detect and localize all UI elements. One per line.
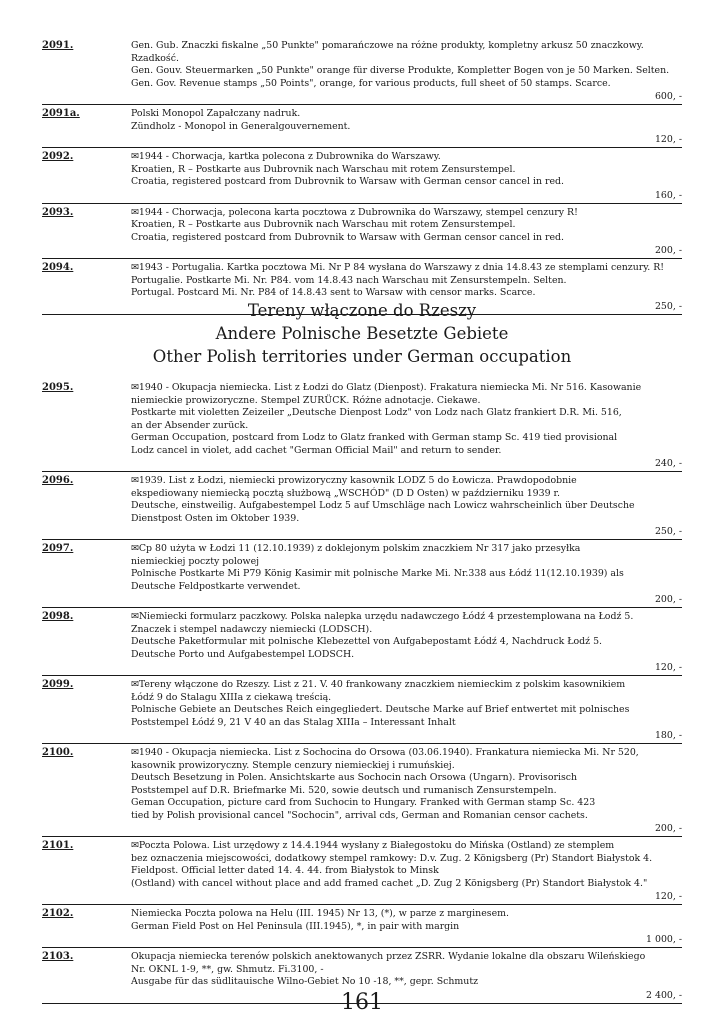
lot-number: 2092.	[42, 151, 74, 162]
lot-description	[131, 679, 631, 729]
description-line: niemieckie prowizoryczne. Stempel ZURÜCK. Różne adnotacje. Ciekawe.	[131, 394, 481, 406]
lot-description	[131, 908, 631, 933]
lot-price: 240, -	[654, 458, 682, 469]
description-line: Portugal. Postcard Mi. Nr. P84 of 14.8.43 sent to Warsaw with censor marks. Scarce.	[131, 287, 536, 298]
description-line: Croatia, registered postcard from Dubrovnik to Warsaw with German censor cancel in red.	[131, 176, 564, 187]
lot-number: 2100.	[42, 747, 74, 758]
description-line: (Ostland) with cancel without place and add framed cachet „D. Zug 2 Königsberg (Pr) Standort Białystok 4."	[131, 877, 648, 889]
description-line: kasownik prowizoryczny. Stemple cenzury niemieckiej i rumuńskiej.	[131, 759, 455, 771]
lot-price: 200, -	[654, 594, 682, 605]
description-line: Kroatien, R – Postkarte aus Dubrovnik nach Warschau mit rotem Zensurstempel.	[131, 163, 516, 175]
lot-description	[131, 611, 634, 661]
lot-description	[131, 747, 639, 822]
section-heading-polish: Tereny włączone do Rzeszy	[247, 301, 477, 320]
description-line: Łódź 9 do Stalagu XIIIa z ciekawą treścią.	[131, 691, 332, 703]
description-line: Polnische Gebiete an Deutsches Reich eingegliedert. Deutsche Marke auf Brief entwertet mit polnisches	[131, 704, 630, 715]
lot-description	[131, 40, 670, 90]
description-line: niemieckiej poczty polowej	[131, 555, 260, 567]
description-line: German Occupation, postcard from Lodz to Glatz franked with German stamp Sc. 419 tied provisional	[131, 432, 618, 443]
description-line: Nr. OKNL 1-9, **, gw. Shmutz. Fi.3100, -	[131, 963, 324, 975]
lot-number: 2095.	[42, 382, 74, 393]
lot-number: 2091.	[42, 40, 74, 51]
description-line: Fieldpost. Official letter dated 14. 4. 44. from Białystok to Minsk	[131, 865, 439, 876]
description-line: ✉1944 - Chorwacja, kartka polecona z Dubrownika do Warszawy.	[131, 151, 441, 162]
lot-entry	[0, 151, 724, 207]
description-line: ✉Tereny włączone do Rzeszy. List z 21. V. 40 frankowany znaczkiem niemieckim z polskim kasownikiem	[131, 679, 626, 690]
lot-entry	[0, 747, 724, 840]
description-line: German Field Post on Hel Peninsula (III.1945), *, in pair with margin	[131, 920, 460, 932]
lot-price: 120, -	[654, 662, 682, 673]
lot-price: 200, -	[654, 245, 682, 256]
description-line: Gen. Gov. Revenue stamps „50 Points", orange, for various products, full sheet of 50 stamps. Scarce.	[131, 77, 611, 89]
lot-price: 600, -	[654, 91, 682, 102]
lot-entry	[0, 679, 724, 747]
lot-description	[131, 151, 631, 189]
description-line: Dienstpost Osten im Oktober 1939.	[131, 512, 300, 524]
lot-price: 250, -	[654, 526, 682, 537]
lot-description	[131, 382, 642, 457]
lot-entry	[0, 207, 724, 263]
description-line: Kroatien, R – Postkarte aus Dubrovnik nach Warschau mit rotem Zensurstempel.	[131, 219, 516, 230]
description-line: Poststempel Łódź 9, 21 V 40 an das Stalag XIIIa – Interessant Inhalt	[131, 716, 456, 728]
lot-price: 120, -	[654, 891, 682, 902]
description-line: tied by Polish provisional cancel "Sochocin", arrival cds, German and Romanian censor cachets.	[131, 809, 588, 821]
description-line: Rzadkość.	[131, 52, 179, 64]
lot-price: 120, -	[654, 134, 682, 145]
description-line: Polnische Postkarte Mi P79 König Kasimir mit polnische Marke Mi. Nr.338 aus Łódź 11(12.10.1939) als	[131, 568, 624, 579]
lot-number: 2101.	[42, 840, 74, 851]
lot-entry	[0, 108, 724, 151]
section-heading-german: Andere Polnische Besetzte Gebiete	[215, 324, 509, 343]
description-line: ✉1940 - Okupacja niemiecka. List z Sochocina do Orsowa (03.06.1940). Frankatura niemiecka Mi. Nr 520,	[131, 747, 639, 758]
lot-description	[131, 543, 631, 593]
description-line: Deutsche Feldpostkarte verwendet.	[131, 580, 301, 592]
lot-number: 2098.	[42, 611, 74, 622]
description-line: Deutsche Porto und Aufgabestempel LODSCH.	[131, 648, 355, 660]
description-line: Poststempel auf D.R. Briefmarke Mi. 520, sowie deutsch und rumanisch Zensurstempeln.	[131, 784, 557, 796]
lot-entry	[0, 908, 724, 951]
lot-description	[131, 207, 631, 245]
lot-price: 200, -	[654, 823, 682, 834]
lot-description	[131, 951, 646, 989]
lot-description	[131, 475, 635, 525]
description-line: Zündholz - Monopol in Generalgouvernement.	[131, 120, 351, 132]
lot-number: 2099.	[42, 679, 74, 690]
description-line: Gen. Gub. Znaczki fiskalne „50 Punkte" pomarańczowe na różne produkty, kompletny arkusz 50 znaczkowy.	[131, 40, 644, 51]
lot-entry	[0, 382, 724, 475]
lot-entry	[0, 543, 724, 611]
description-line: ekspediowany niemiecką pocztą służbową „WSCHÓD" (D D Osten) w październiku 1939 r.	[131, 487, 560, 499]
lot-number: 2094.	[42, 262, 74, 273]
description-line: Croatia, registered postcard from Dubrovnik to Warsaw with German censor cancel in red.	[131, 231, 564, 243]
lot-number: 2102.	[42, 908, 74, 919]
lot-description	[131, 108, 631, 133]
lot-price: 1 000, -	[646, 934, 682, 945]
section-heading-english: Other Polish territories under German occupation	[152, 347, 572, 366]
description-line: an der Absender zurück.	[131, 419, 249, 431]
lot-price: 2 400, -	[646, 989, 682, 1001]
description-line: Deutsche Paketformular mit polnische Klebezettel von Aufgabepostamt Łódź 4, Nachdruck Łodź 5.	[131, 636, 603, 647]
description-line: bez oznaczenia miejscowości, dodatkowy stempel ramkowy: D.v. Zug. 2 Königsberg (Pr) Standort Białystok 4.	[131, 852, 653, 864]
lot-number: 2096.	[42, 475, 74, 486]
lot-list-top	[0, 40, 724, 318]
lot-entry	[0, 840, 724, 908]
description-line: Deutsche, einstweilig. Aufgabestempel Lodz 5 auf Umschläge nach Lowicz wahrscheinlich über Deutsche	[131, 500, 635, 511]
description-line: ✉1939. List z Łodzi, niemiecki prowizoryczny kasownik LODZ 5 do Łowicza. Prawdopodobnie	[131, 475, 577, 486]
description-line: Lodz cancel in violet, add cachet "German Official Mail" and return to sender.	[131, 444, 502, 456]
description-line: ✉Cp 80 użyta w Łodzi 11 (12.10.1939) z doklejonym polskim znaczkiem Nr 317 jako przesyłka	[131, 543, 581, 554]
description-line: Postkarte mit violetten Zeizeiler „Deutsche Dienpost Lodz" von Lodz nach Glatz frankiert D.R. Mi. 516,	[131, 407, 622, 418]
section-heading	[0, 299, 724, 368]
description-line: Polski Monopol Zapałczany nadruk.	[131, 108, 301, 119]
lot-price: 160, -	[654, 189, 682, 201]
description-line: Ausgabe für das südlitauische Wilno-Gebiet No 10 -18, **, gepr. Schmutz	[131, 976, 479, 987]
description-line: Geman Occupation, picture card from Suchocin to Hungary. Franked with German stamp Sc. 423	[131, 797, 596, 808]
description-line: ✉Poczta Polowa. List urzędowy z 14.4.1944 wysłany z Białegostoku do Mińska (Ostland) ze stemplem	[131, 840, 615, 851]
lot-entry	[0, 475, 724, 543]
lot-description	[131, 840, 653, 890]
lot-price: 250, -	[654, 300, 682, 312]
description-line: ✉1943 - Portugalia. Kartka pocztowa Mi. Nr P 84 wysłana do Warszawy z dnia 14.8.43 ze stemplami cenzury. R!	[131, 262, 665, 273]
lot-entry	[0, 611, 724, 679]
lot-entry	[0, 40, 724, 108]
lot-number: 2103.	[42, 951, 74, 962]
description-line: Niemiecka Poczta polowa na Helu (III. 1945) Nr 13, (*), w parze z marginesem.	[131, 908, 509, 919]
page-number: 161	[341, 990, 383, 1015]
lot-description	[131, 262, 665, 300]
lot-number: 2097.	[42, 543, 74, 554]
lot-number: 2093.	[42, 206, 74, 218]
description-line: Okupacja niemiecka terenów polskich anektowanych przez ZSRR. Wydanie lokalne dla obszaru Wileńskiego	[131, 951, 646, 962]
lot-list-bottom	[0, 382, 724, 1007]
description-line: Gen. Gouv. Steuermarken „50 Punkte" orange für diverse Produkte, Kompletter Bogen von je 50 Marken. Selten.	[131, 65, 670, 76]
lot-number: 2091a.	[42, 108, 80, 119]
description-line: Deutsch Besetzung in Polen. Ansichtskarte aus Sochocin nach Orsowa (Ungarn). Provisorisch	[131, 772, 578, 783]
description-line: ✉1940 - Okupacja niemiecka. List z Łodzi do Glatz (Dienpost). Frakatura niemiecka Mi. Nr 516. Kasowanie	[131, 382, 642, 393]
description-line: Znaczek i stempel nadawczy niemiecki (LODSCH).	[131, 623, 373, 635]
description-line: ✉1944 - Chorwacja, polecona karta pocztowa z Dubrownika do Warszawy, stempel cenzury R!	[131, 206, 578, 218]
description-line: ✉Niemiecki formularz paczkowy. Polska nalepka urzędu nadawczego Łódź 4 przestemplowana na Łodź 5.	[131, 611, 634, 622]
description-line: Portugalie. Postkarte Mi. Nr. P84. vom 14.8.43 nach Warschau mit Zensurstempeln. Selten.	[131, 274, 567, 286]
lot-price: 180, -	[654, 730, 682, 741]
